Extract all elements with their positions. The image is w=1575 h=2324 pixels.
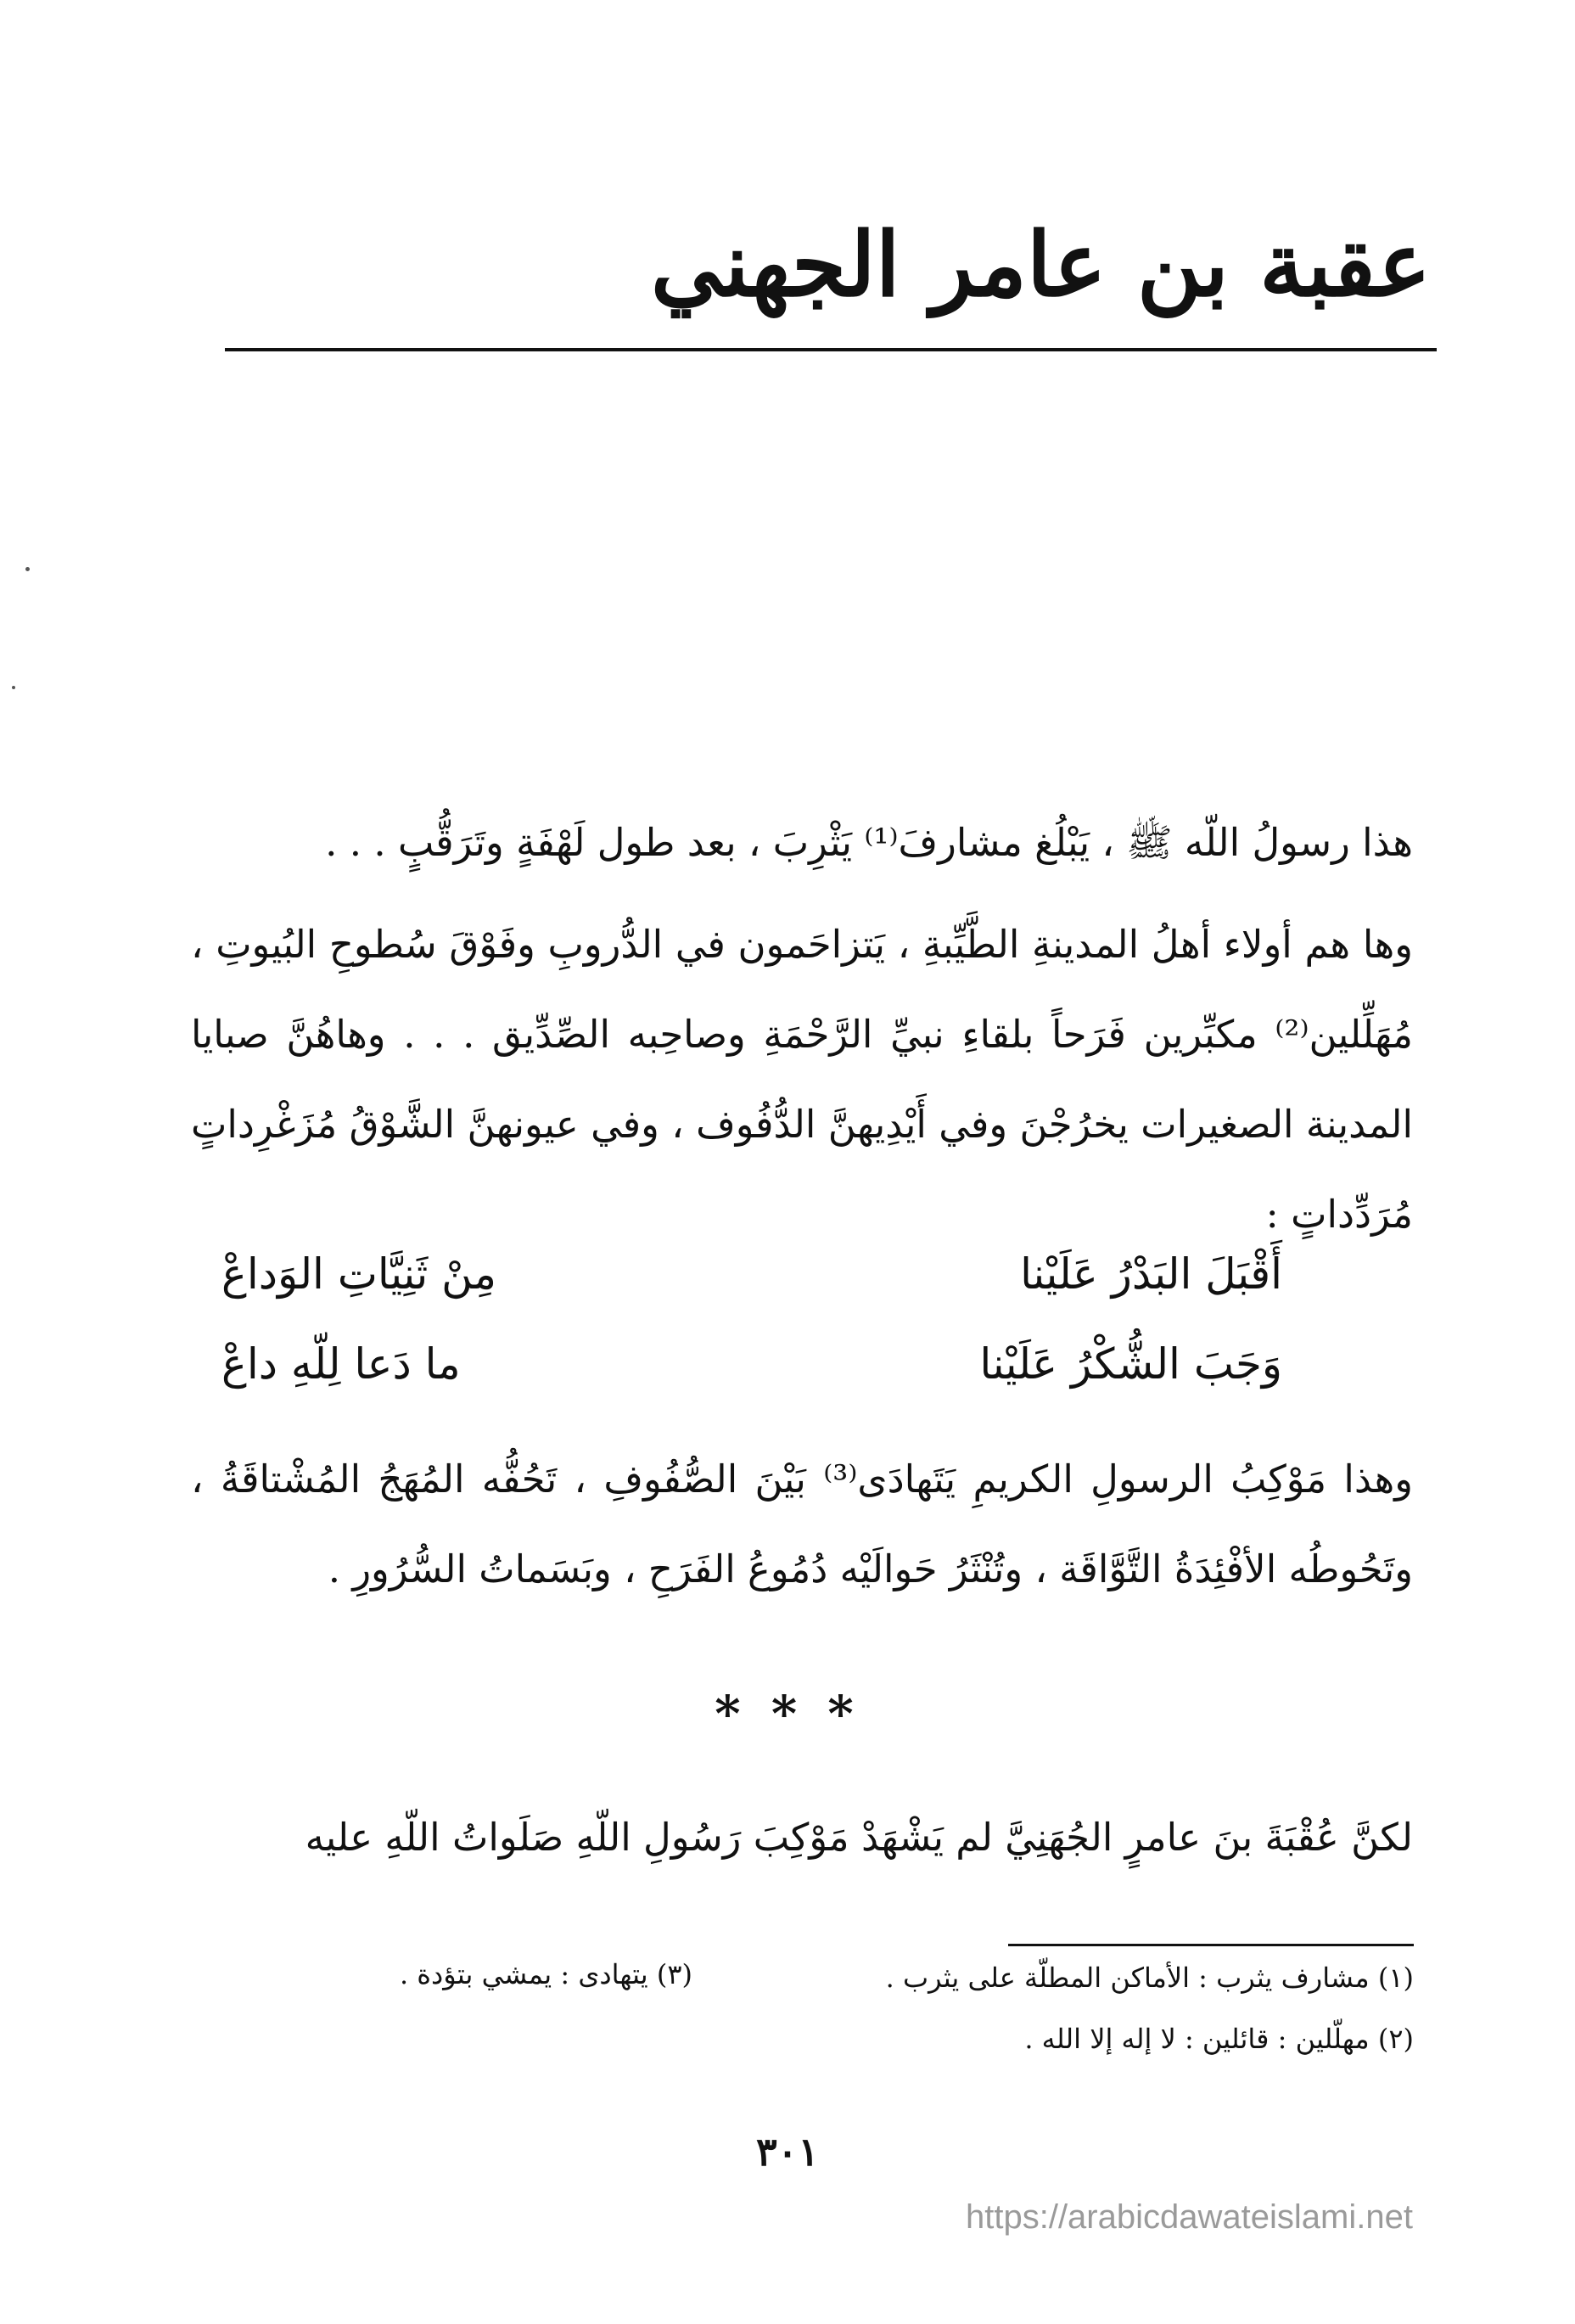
paragraph-1 <box>191 798 1413 888</box>
verse-1-second-hemistich: مِنْ ثَنِيَّاتِ الوَداعْ <box>221 1249 496 1299</box>
footnote-rule <box>1008 1944 1414 1946</box>
footnote-1: (١) مشارف يثرب : الأماكن المطلّة على يثرب . <box>885 1962 1414 1994</box>
scan-speck <box>25 567 30 571</box>
paragraph-2-text: وها هم أولاء أهلُ المدينةِ الطَّيِّبةِ ، يَتزاحَمون في الدُّروبِ وفَوْقَ سُطوحِ البُيوتِ ، مُهَلِّلين⁽²⁾ مكبِّرين فَرَحاً بلقاءِ نبيِّ الرَّحْمَةِ وصاحِبه الصِّدِّيق . . . وهاهُنَّ صبايا المدينة الصغيرات يخرُجْنَ وفي أَيْدِيهنَّ الدُّفُوف ، وفي عيونهنَّ الشَّوْقُ مُزَغْرِداتٍ مُرَدِّداتٍ : <box>191 922 1413 1237</box>
verse-2-first-hemistich: وَجَبَ الشُّكْرُ عَلَيْنا <box>979 1339 1282 1389</box>
verse-line-2 <box>221 1319 1282 1409</box>
title-rule <box>225 348 1437 351</box>
scan-speck <box>12 686 15 689</box>
paragraph-2 <box>191 900 1413 1260</box>
footnote-3: (٣) يتهادى : يمشي بتؤدة . <box>399 1958 692 1990</box>
paragraph-3-text: وهذا مَوْكِبُ الرسولِ الكريمِ يَتَهادَى⁽³⁾ بَيْنَ الصُّفُوفِ ، تَحُفُّه المُهَجُ المُشْتاقَةُ ، وتَحُوطُه الأفْئِدَةُ التَّوَّاقَة ، وتُنْثَرُ حَوالَيْه دُمُوعُ الفَرَحِ ، وبَسَماتُ السُّرُورِ . <box>191 1457 1413 1591</box>
page-number: ٣٠١ <box>755 2129 820 2175</box>
paragraph-4 <box>191 1793 1413 1883</box>
watermark: https://arabicdawateislami.net <box>966 2198 1413 2236</box>
section-separator: * * * <box>715 1685 860 1743</box>
paragraph-3 <box>191 1434 1413 1614</box>
chapter-title: عقبة بن عامر الجهني <box>650 212 1431 317</box>
footnote-2: (٢) مهلّلين : قائلين : لا إله إلا الله . <box>1024 2023 1414 2055</box>
verse-2-second-hemistich: ما دَعا لِلّهِ داعْ <box>221 1339 461 1389</box>
paragraph-4-text: لكنَّ عُقْبَةَ بنَ عامرٍ الجُهَنِيَّ لم يَشْهَدْ مَوْكِبَ رَسُولِ اللّهِ صَلَواتُ اللّهِ عليه <box>305 1815 1413 1860</box>
paragraph-1-text: هذا رسولُ اللّه ﷺ ، يَبْلُغ مشارفَ⁽¹⁾ يَثْرِبَ ، بعد طول لَهْفَةٍ وتَرَقُّبٍ . . . <box>325 820 1413 865</box>
verse-line-1 <box>221 1229 1282 1319</box>
verse-1-first-hemistich: أَقْبَلَ البَدْرُ عَلَيْنا <box>1020 1249 1282 1299</box>
